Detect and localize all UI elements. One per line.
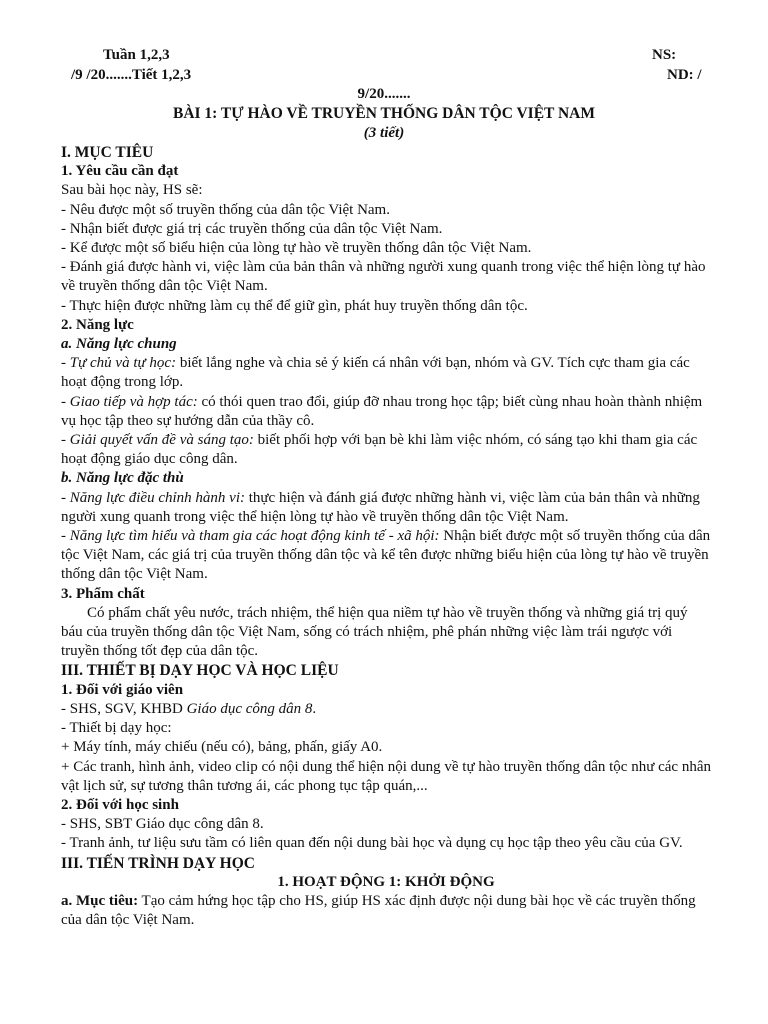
competency-text: Nhận biết được một số truyền thống của dân tộc Việt Nam, các giá trị của truyền thống dân tộc và kể tên được những biểu hiện của lòng tự hào về truyền thống dân tộc Việt Nam. <box>61 528 711 583</box>
competency-label: - Năng lực tìm hiểu và tham gia các hoạt động kinh tế - xã hội: <box>61 528 440 545</box>
subsection-heading-hoc-sinh: 2. Đối với học sinh <box>61 796 179 813</box>
activity-heading: 1. HOẠT ĐỘNG 1: KHỞI ĐỘNG <box>277 873 495 890</box>
subsection-heading-yeu-cau: 1. Yêu cầu cần đạt <box>61 163 179 180</box>
pham-chat-text: Có phẩm chất yêu nước, trách nhiệm, thể hiện qua niềm tự hào về truyền thống và những giá trị quý báu của truyền thống dân tộc Việt Nam, sống có trách nhiệm, phê phán những việc làm trái ngược với truyền thống tốt đẹp của dân tộc. <box>61 604 688 660</box>
objective-item: - Kể được một số biểu hiện của lòng tự hào về truyền thống dân tộc Việt Nam. <box>61 240 532 257</box>
material-item <box>61 700 711 719</box>
material-item: + Các tranh, hình ảnh, video clip có nội dung thể hiện nội dung về tự hào truyền thống dân tộc như các nhân vật lịch sử, sự tương thân tương ái, các phong tục tập quán,... <box>61 758 711 794</box>
material-item: + Máy tính, máy chiếu (nếu có), bảng, phấn, giấy A0. <box>61 739 383 756</box>
lesson-title: BÀI 1: TỰ HÀO VỀ TRUYỀN THỐNG DÂN TỘC VIỆT NAM <box>172 105 596 122</box>
competency-label: - Giao tiếp và hợp tác: <box>61 393 198 410</box>
subsection-heading-giao-vien: 1. Đối với giáo viên <box>61 681 184 698</box>
material-item: - Thiết bị dạy học: <box>61 720 172 737</box>
center-date: 9/20....... <box>357 86 411 102</box>
intro-text: Sau bài học này, HS sẽ: <box>61 182 203 199</box>
section-heading-tien-trinh: III. TIẾN TRÌNH DẠY HỌC <box>61 854 255 872</box>
material-item: - Tranh ảnh, tư liệu sưu tầm có liên quan đến nội dung bài học và dụng cụ học tập theo yêu cầu của GV. <box>61 835 683 852</box>
document-body <box>61 143 711 930</box>
section-heading-muc-tieu: I. MỤC TIÊU <box>61 144 154 161</box>
subsection-heading-nang-luc: 2. Năng lực <box>61 316 134 333</box>
nd-label: ND: / <box>667 67 702 83</box>
subsection-heading-nang-luc-chung: a. Năng lực chung <box>61 336 177 353</box>
material-text: . <box>312 700 317 717</box>
ns-label: NS: <box>652 47 677 63</box>
objective-label: a. Mục tiêu: <box>61 892 139 909</box>
competency-label: - Giải quyết vấn đề và sáng tạo: <box>61 432 254 449</box>
competency-item <box>61 431 711 469</box>
competency-text: thực hiện và đánh giá được những hành vi, việc làm của bản thân và những người xung quanh trong việc thể hiện lòng tự hào về truyền thống dân tộc Việt Nam. <box>61 489 700 525</box>
competency-label: - Tự chủ và tự học: <box>61 355 177 372</box>
week-label: Tuần 1,2,3 <box>103 47 170 63</box>
date-period-label: /9 /20.......Tiết 1,2,3 <box>71 67 192 83</box>
competency-item <box>61 393 711 431</box>
competency-text: biết phối hợp với bạn bè khi làm việc nhóm, có sáng tạo khi tham gia các hoạt động giáo dục công dân. <box>61 432 698 468</box>
competency-text: có thói quen trao đổi, giúp đỡ nhau trong học tập; biết cùng nhau hoàn thành nhiệm vụ học tập theo sự hướng dẫn của thầy cô. <box>61 393 703 429</box>
competency-text: biết lắng nghe và chia sẻ ý kiến cá nhân với bạn, nhóm và GV. Tích cực tham gia các hoạt động trong lớp. <box>61 355 690 391</box>
competency-item <box>61 489 711 527</box>
subsection-heading-pham-chat: 3. Phẩm chất <box>61 585 145 602</box>
lesson-subtitle: (3 tiết) <box>363 125 405 141</box>
section-heading-thiet-bi: III. THIẾT BỊ DẠY HỌC VÀ HỌC LIỆU <box>61 662 339 680</box>
competency-label: - Năng lực điều chỉnh hành vi: <box>61 489 245 506</box>
book-title: Giáo dục công dân 8 <box>186 700 313 717</box>
objective-item: - Đánh giá được hành vi, việc làm của bản thân và những người xung quanh trong việc thể hiện lòng tự hào về truyền thống dân tộc Việt Nam. <box>61 259 706 295</box>
objective-item: - Nêu được một số truyền thống của dân tộc Việt Nam. <box>61 201 390 218</box>
competency-item <box>61 527 711 585</box>
subsection-heading-nang-luc-dac-thu: b. Năng lực đặc thù <box>61 470 184 487</box>
objective-item: - Nhận biết được giá trị các truyền thống của dân tộc Việt Nam. <box>61 220 443 237</box>
material-item: - SHS, SBT Giáo dục công dân 8. <box>61 816 264 833</box>
competency-item <box>61 354 711 392</box>
activity-objective <box>61 892 711 930</box>
objective-item: - Thực hiện được những làm cụ thể để giữ gìn, phát huy truyền thống dân tộc. <box>61 297 528 314</box>
material-text: - SHS, SGV, KHBD <box>61 700 187 717</box>
objective-text: Tạo cảm hứng học tập cho HS, giúp HS xác định được nội dung bài học về các truyền thống của dân tộc Việt Nam. <box>61 892 696 929</box>
